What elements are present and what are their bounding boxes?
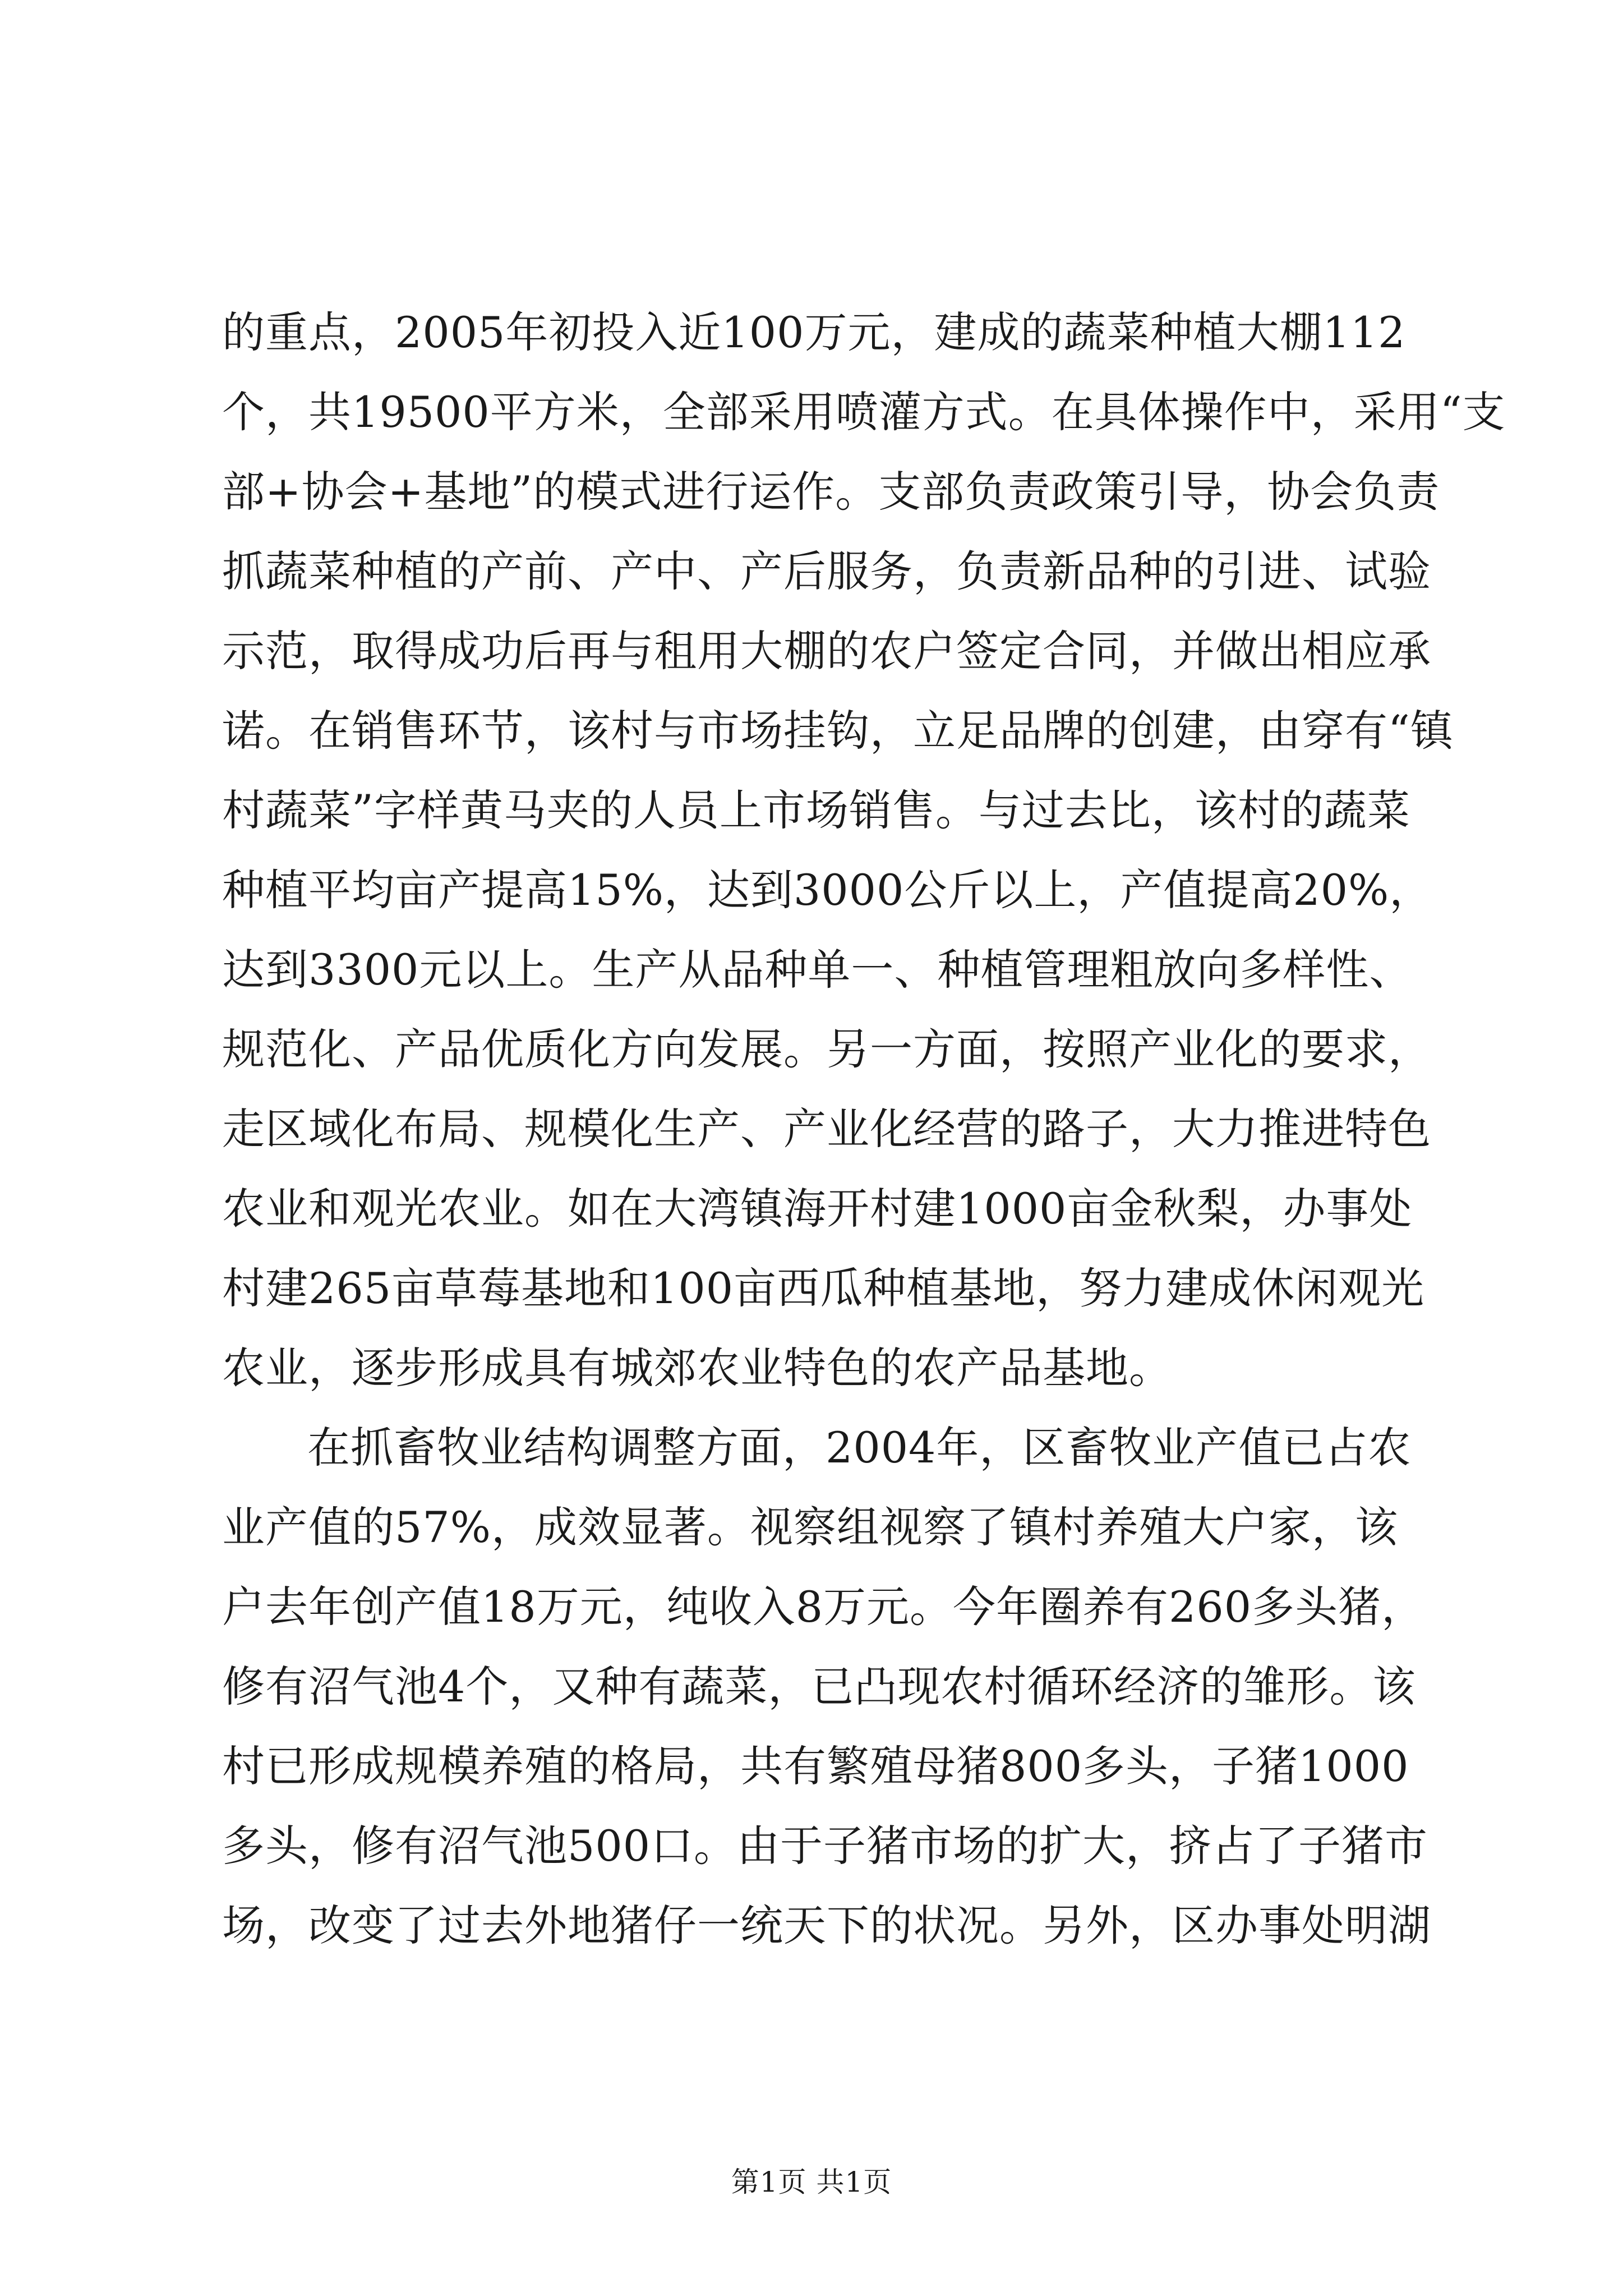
text-line: 村建265亩草莓基地和100亩西瓜种植基地，努力建成休闲观光 bbox=[222, 1263, 1425, 1313]
text-line: 户去年创产值18万元，纯收入8万元。今年圈养有260多头猪， bbox=[222, 1582, 1425, 1632]
text-line: 的重点，2005年初投入近100万元，建成的蔬菜种植大棚112 bbox=[222, 307, 1406, 357]
text-line: 走区域化布局、规模化生产、产业化经营的路子，大力推进特色 bbox=[222, 1104, 1431, 1154]
text-line: 村已形成规模养殖的格局，共有繁殖母猪800多头，子猪1000 bbox=[222, 1741, 1409, 1791]
text-line: 种植平均亩产提高15%，达到3000公斤以上，产值提高20%， bbox=[222, 865, 1433, 915]
text-line: 诺。在销售环节，该村与市场挂钩，立足品牌的创建，由穿有“镇 bbox=[222, 706, 1454, 756]
text-line: 农业和观光农业。如在大湾镇海开村建1000亩金秋梨，办事处 bbox=[222, 1184, 1413, 1234]
text-line: 修有沼气池4个，又种有蔬菜，已凸现农村循环经济的雏形。该 bbox=[222, 1662, 1416, 1711]
body-text bbox=[222, 293, 1506, 1966]
text-line: 村蔬菜”字样黄马夹的人员上市场销售。与过去比，该村的蔬菜 bbox=[222, 785, 1410, 835]
text-line: 场，改变了过去外地猪仔一统天下的状况。另外，区办事处明湖 bbox=[222, 1901, 1431, 1950]
paragraph-start-line: 在抓畜牧业结构调整方面，2004年，区畜牧业产值已占农 bbox=[307, 1423, 1412, 1473]
text-line: 抓蔬菜种植的产前、产中、产后服务，负责新品种的引进、试验 bbox=[222, 546, 1431, 596]
text-line: 部+协会+基地”的模式进行运作。支部负责政策引导，协会负责 bbox=[222, 467, 1440, 517]
text-line: 示范，取得成功后再与租用大棚的农户签定合同，并做出相应承 bbox=[222, 626, 1431, 676]
page-footer: 第1页 共1页 bbox=[731, 2166, 892, 2198]
text-line: 多头，修有沼气池500口。由于子猪市场的扩大，挤占了子猪市 bbox=[222, 1821, 1428, 1871]
text-line: 达到3300元以上。生产从品种单一、种植管理粗放向多样性、 bbox=[222, 945, 1413, 995]
text-line: 个，共19500平方米，全部采用喷灌方式。在具体操作中，采用“支 bbox=[222, 387, 1506, 437]
text-line: 规范化、产品优质化方向发展。另一方面，按照产业化的要求， bbox=[222, 1024, 1431, 1074]
text-line: 业产值的57%，成效显著。视察组视察了镇村养殖大户家，该 bbox=[222, 1502, 1398, 1552]
text-line: 农业，逐步形成具有城郊农业特色的农产品基地。 bbox=[222, 1343, 1172, 1393]
